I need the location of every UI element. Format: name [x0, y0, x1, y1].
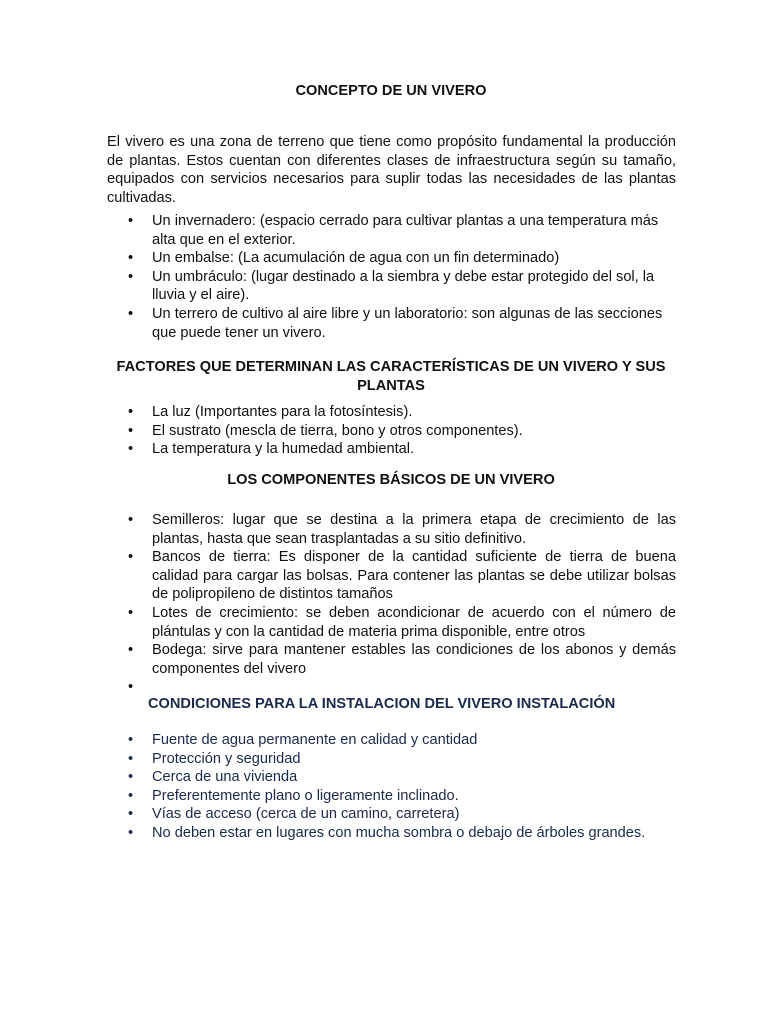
vivero-sections-list — [0, 212, 676, 342]
list-item: • No deben estar en lugares con mucha sombra o debajo de árboles grandes. — [128, 824, 646, 841]
components-list — [0, 511, 676, 697]
bullet-icon: • — [128, 769, 134, 786]
bullet-icon: • — [128, 512, 134, 528]
list-item: • Vías de acceso (cerca de un camino, carretera) — [128, 806, 460, 823]
list-item: • Un embalse: (La acumulación de agua con un fin determinado) — [128, 250, 560, 267]
bullet-icon: • — [128, 422, 134, 439]
list-item: • Semilleros: lugar que se destina a la primera etapa de crecimiento de las plantas, hasta que sean trasplantadas a su sitio definitivo. — [128, 512, 676, 547]
list-item: • Un invernadero: (espacio cerrado para cultivar plantas a una temperatura más alta que en el exterior. — [128, 213, 659, 248]
section-title-condiciones: CONDICIONES PARA LA INSTALACION DEL VIVERO INSTALACIÓN — [148, 696, 616, 712]
bullet-icon: • — [128, 642, 134, 659]
conditions-list — [0, 731, 676, 843]
bullet-icon: • — [128, 549, 134, 566]
factors-list — [0, 403, 676, 459]
list-item: • Protección y seguridad — [128, 750, 301, 767]
bullet-icon: • — [128, 404, 134, 420]
bullet-icon: • — [128, 213, 134, 229]
list-item: • La temperatura y la humedad ambiental. — [128, 441, 415, 458]
list-item: • Cerca de una vivienda — [128, 769, 298, 786]
bullet-icon: • — [128, 787, 134, 804]
list-item: • Bodega: sirve para mantener estables las condiciones de los abonos y demás componentes del vivero — [128, 642, 676, 677]
list-item: • Bancos de tierra: Es disponer de la cantidad suficiente de tierra de buena calidad para cargar las bolsas. Para contener las plantas se debe utilizar bolsas de polipropileno de distintos tamaños — [128, 549, 676, 603]
bullet-icon: • — [128, 679, 134, 696]
list-item: • Lotes de crecimiento: se deben acondicionar de acuerdo con el número de plántulas y con la cantidad de materia prima disponible, entre otros — [128, 604, 676, 640]
list-item: • Fuente de agua permanente en calidad y cantidad — [128, 732, 478, 748]
bullet-icon: • — [128, 806, 134, 823]
section-title-concepto: CONCEPTO DE UN VIVERO — [295, 83, 487, 99]
bullet-icon: • — [128, 604, 134, 621]
bullet-icon: • — [128, 268, 134, 285]
list-item: • Preferentemente plano o ligeramente inclinado. — [128, 787, 459, 804]
bullet-icon: • — [128, 250, 134, 267]
section-title-factores: FACTORES QUE DETERMINAN LAS CARACTERÍSTICAS DE UN VIVERO Y SUS PLANTAS — [116, 359, 666, 394]
list-item: • Un terrero de cultivo al aire libre y un laboratorio: son algunas de las secciones que puede tener un vivero. — [128, 305, 663, 341]
list-item: • Un umbráculo: (lugar destinado a la siembra y debe estar protegido del sol, la lluvia y el aire). — [128, 268, 655, 304]
bullet-icon: • — [128, 750, 134, 767]
list-item: • La luz (Importantes para la fotosíntesis). — [128, 404, 413, 420]
intro-paragraph: El vivero es una zona de terreno que tiene como propósito fundamental la producción de plantas. Estos cuentan con diferentes clases de infraestructura según su tamaño, equipados con servicios necesarios para suplir todas las necesidades de las plantas cultivadas. — [107, 134, 676, 206]
section-title-componentes: LOS COMPONENTES BÁSICOS DE UN VIVERO — [227, 472, 555, 488]
bullet-icon: • — [128, 732, 134, 748]
list-item: • El sustrato (mescla de tierra, bono y otros componentes). — [128, 422, 523, 439]
bullet-icon: • — [128, 824, 134, 841]
bullet-icon: • — [128, 305, 134, 322]
bullet-icon: • — [128, 441, 134, 458]
